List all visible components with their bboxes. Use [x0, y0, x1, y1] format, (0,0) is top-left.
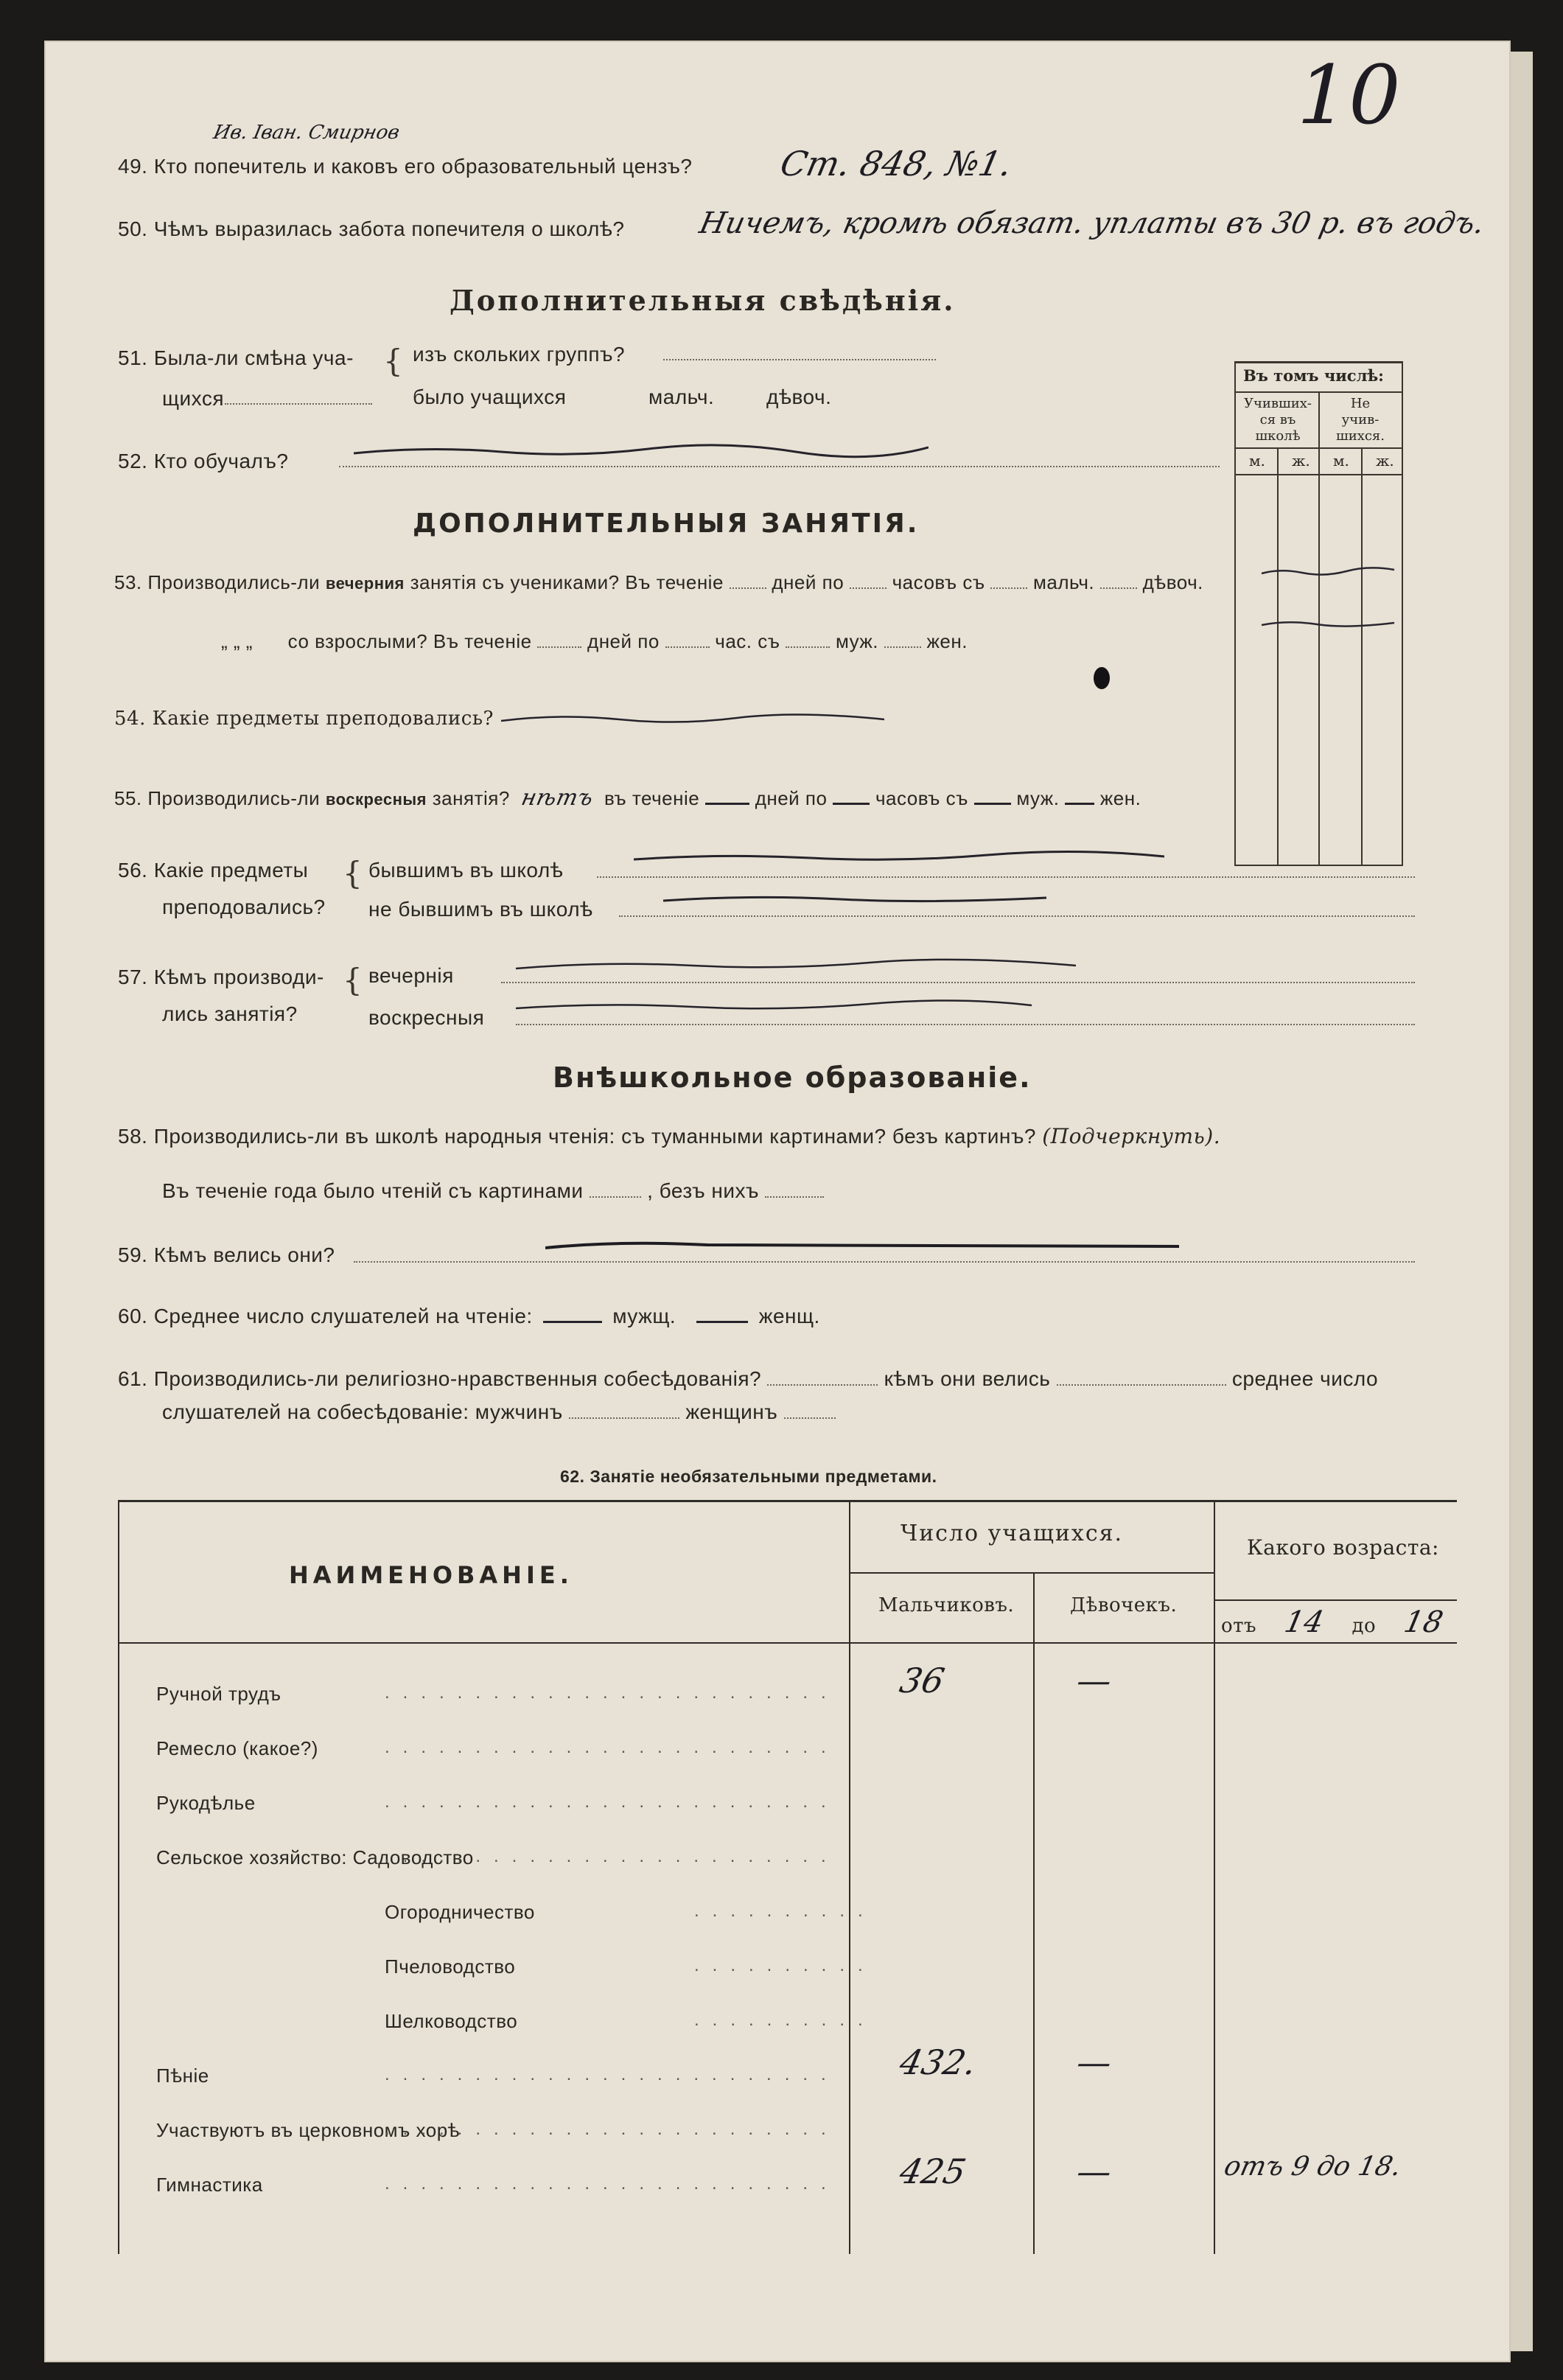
q53-dots-7	[786, 630, 830, 648]
q56-strokes	[634, 848, 1164, 921]
q62-row-leader: ..........	[694, 1955, 876, 1975]
side-table-strokes	[1258, 562, 1398, 636]
q55-dash-2	[833, 794, 870, 805]
q55-rest2: въ теченіе	[604, 787, 700, 809]
q51-label-2: щихся	[162, 387, 225, 410]
q50-label: 50. Чѣмъ выразилась забота попечителя о школѣ?	[118, 217, 625, 240]
q53-line2-hour: час. съ	[715, 630, 780, 652]
side-table-v-1	[1277, 447, 1279, 865]
q62-row-girls: —	[1073, 2152, 1116, 2191]
q62-row-leader: .........................	[385, 2065, 839, 2084]
q53-line2-days: дней по	[587, 630, 660, 652]
side-table-f1: ж.	[1292, 452, 1310, 470]
q60-men: мужщ.	[612, 1305, 676, 1327]
q62-row-name: Пѣніе	[156, 2065, 209, 2087]
q51-dots-1	[225, 387, 372, 405]
q60-women: женщ.	[758, 1305, 820, 1327]
q62-v-1	[849, 1502, 850, 2254]
q62-v-2	[1033, 1572, 1035, 2254]
q62-row-leader: ..........	[694, 1901, 876, 1921]
q52-stroke	[354, 439, 929, 461]
q62-row-name: Участвуютъ въ церковномъ хорѣ	[156, 2119, 461, 2141]
q62-row-name: Пчеловодство	[385, 1955, 516, 1978]
q58-line2	[162, 1179, 824, 1203]
section-extracurricular: Внѣшкольное образованіе.	[553, 1061, 1032, 1094]
q56-label-2: преподовались?	[162, 896, 326, 918]
q62-row-name: Огородничество	[385, 1901, 535, 1923]
q61-end: среднее число	[1231, 1367, 1379, 1390]
q62-row-name: Гимнастика	[156, 2174, 263, 2196]
q62-age-from: 14	[1281, 1605, 1327, 1639]
q51-sub1: изъ скольких группъ?	[413, 343, 626, 366]
q61-line2-label: слушателей на собесѣдованіе: мужчинъ	[162, 1400, 563, 1423]
q62-h-1	[849, 1572, 1214, 1574]
q55-rest: занятія?	[432, 787, 510, 809]
q51-bracket: {	[383, 343, 403, 379]
q62-col-boys: Мальчиковъ.	[878, 1594, 1015, 1616]
q62-col-age: Какого возраста:	[1247, 1535, 1439, 1560]
q53-boys: мальч.	[1033, 571, 1095, 593]
q62-row-age: отъ 9 до 18.	[1221, 2152, 1405, 2182]
q62-row-boys: 36	[896, 1661, 948, 1700]
document-page	[44, 41, 1511, 2362]
q62-row-leader: .........................	[385, 1683, 839, 1703]
q57-strokes	[516, 951, 1076, 1025]
q53-dots-3	[990, 571, 1027, 589]
q55-dash-3	[974, 794, 1011, 805]
q55-bold: воскресныя	[325, 790, 427, 809]
q54-label: 54. Какіе предметы преподовались?	[114, 708, 494, 730]
q53-line2	[221, 630, 968, 653]
q51-girls: дѣвоч.	[766, 385, 832, 408]
q62-row-name: Рукодѣлье	[156, 1792, 256, 1814]
q61-line2	[162, 1400, 836, 1424]
q62-row-boys: 425	[896, 2152, 970, 2191]
q53-rest: занятія съ учениками? Въ теченіе	[410, 571, 724, 593]
q57-label-2: лись занятія?	[162, 1002, 298, 1025]
q61-mid: кѣмъ они велись	[884, 1367, 1051, 1390]
q53-dots-8	[884, 630, 921, 648]
q59-label: 59. Кѣмъ велись они?	[118, 1243, 335, 1266]
q58-dots-1	[590, 1180, 641, 1198]
q62-row-leader: .........................	[385, 1737, 839, 1757]
q56-bracket: {	[343, 855, 363, 891]
q55-men: муж.	[1016, 787, 1060, 809]
side-table-col1: Учивших- ся въ школѣ	[1243, 396, 1312, 444]
q62-row-boys: 432.	[896, 2042, 981, 2082]
q61-label: 61. Производились-ли религіозно-нравственныя собесѣдованія?	[118, 1367, 762, 1390]
q55-dash-1	[705, 794, 749, 805]
q62-h-2	[1214, 1599, 1457, 1601]
q56-label-1: 56. Какіе предметы	[118, 859, 309, 882]
q62-row-leader: ..........	[694, 2010, 876, 2030]
q57-label-1: 57. Кѣмъ производи-	[118, 966, 324, 988]
q62-col-girls: Дѣвочекъ.	[1070, 1594, 1178, 1616]
q60-dash-2	[696, 1311, 748, 1323]
side-table-f2: ж.	[1376, 452, 1394, 470]
q61-line2b: женщинъ	[685, 1400, 778, 1423]
q62-col-students: Число учащихся.	[901, 1521, 1124, 1546]
q55-dash-4	[1065, 794, 1094, 805]
q62-table	[118, 1500, 1457, 2254]
q54-stroke	[501, 708, 884, 730]
ink-blot	[1094, 667, 1110, 689]
q51-boys: мальч.	[648, 385, 715, 408]
side-table-header: Въ томъ числѣ:	[1243, 366, 1384, 385]
q58-line2-label: Въ теченіе года было чтеній съ картинами	[162, 1179, 584, 1202]
q53-hours: часовъ съ	[892, 571, 985, 593]
q61-dots-2	[1057, 1368, 1226, 1386]
q55-hours: часовъ съ	[875, 787, 968, 809]
q62-age-to: 18	[1401, 1605, 1447, 1639]
section-additional-lessons: ДОПОЛНИТЕЛЬНЫЯ ЗАНЯТІЯ.	[413, 509, 920, 539]
q60-label: 60. Среднее число слушателей на чтеніе:	[118, 1305, 533, 1327]
q58-note: (Подчеркнуть).	[1042, 1124, 1221, 1148]
q62-row-leader: .........................	[385, 1846, 839, 1866]
q53-dots-5	[537, 630, 581, 648]
q58-line1	[118, 1124, 1220, 1148]
q55-hand: нѣтъ	[518, 785, 595, 811]
q49-hand-above: Ив. Іван. Смирнов	[211, 122, 402, 144]
section-additional-info: Дополнительныя свѣдѣнія.	[450, 284, 956, 317]
q56-sub1: бывшимъ въ школѣ	[368, 859, 564, 882]
q60-line	[118, 1305, 820, 1328]
q58-line2b: , безъ нихъ	[647, 1179, 759, 1202]
q62-row-name: Сельское хозяйство: Садоводство	[156, 1846, 474, 1868]
q51-label-1: 51. Была-ли смѣна уча-	[118, 346, 354, 369]
q61-dots-1	[767, 1368, 878, 1386]
q61-line1	[118, 1367, 1378, 1391]
q53-dots-2	[850, 571, 887, 589]
side-table	[1234, 361, 1403, 866]
side-table-col2: Не учив- шихся.	[1335, 396, 1385, 444]
q56-sub2: не бывшимъ въ школѣ	[368, 898, 593, 921]
q62-row-girls: —	[1073, 1661, 1116, 1700]
q59-stroke	[545, 1235, 1179, 1257]
q53-days: дней по	[772, 571, 845, 593]
q62-row-girls: —	[1073, 2042, 1116, 2082]
q51-sub2: было учащихся	[413, 385, 567, 408]
q49-answer: Ст. 848, №1.	[777, 144, 1016, 184]
q61-dots-4	[784, 1401, 836, 1419]
q57-bracket: {	[343, 962, 363, 998]
q62-age-row	[1221, 1605, 1447, 1639]
q62-row-leader: .........................	[385, 2174, 839, 2194]
q62-row-name: Ремесло (какое?)	[156, 1737, 318, 1759]
q58-label: 58. Производились-ли въ школѣ народныя чтенія: съ туманными картинами? безъ картинъ?	[118, 1125, 1036, 1148]
q55-women: жен.	[1099, 787, 1141, 809]
q57-sub2: воскресныя	[368, 1006, 485, 1029]
side-table-m2: м.	[1333, 452, 1349, 470]
q55-line	[114, 785, 1141, 811]
q62-v-3	[1214, 1502, 1215, 2254]
side-table-m1: м.	[1249, 452, 1265, 470]
q55-label: 55. Производились-ли	[114, 787, 321, 809]
q62-age-to-label: до	[1352, 1615, 1377, 1637]
q57-sub1: вечернія	[368, 964, 454, 987]
q62-row-leader: .........................	[385, 2119, 839, 2139]
q62-col-name: НАИМЕНОВАНІЕ.	[289, 1561, 573, 1589]
q52-label: 52. Кто обучалъ?	[118, 450, 289, 472]
q53-label: 53. Производились-ли	[114, 571, 321, 593]
q53-women: жен.	[926, 630, 968, 652]
q53-quotes: „ „ „	[221, 630, 253, 652]
q55-days: дней по	[755, 787, 828, 809]
q53-line1	[114, 571, 1203, 594]
q53-bold: вечерния	[325, 574, 405, 593]
side-table-v-3	[1361, 447, 1363, 865]
q62-row-name: Шелководство	[385, 2010, 518, 2032]
q53-girls: дѣвоч.	[1142, 571, 1203, 593]
q53-line2-rest: со взрослыми? Въ теченіе	[287, 630, 532, 652]
q61-dots-3	[569, 1401, 679, 1419]
q51-dots-2	[663, 343, 936, 360]
q62-h-3	[119, 1642, 1457, 1644]
q60-dash-1	[543, 1311, 602, 1323]
q50-answer: Ничемъ, кромѣ обязат. уплаты въ 30 р. въ годъ.	[696, 206, 1488, 240]
q53-dots-4	[1100, 571, 1137, 589]
q62-row-name: Ручной трудъ	[156, 1683, 282, 1705]
q53-dots-6	[665, 630, 710, 648]
q53-men: муж.	[835, 630, 879, 652]
page-number: 10	[1287, 48, 1410, 142]
q53-dots-1	[730, 571, 766, 589]
q49-label: 49. Кто попечитель и каковъ его образовательный цензъ?	[118, 155, 693, 178]
q62-row-leader: .........................	[385, 1792, 839, 1812]
q62-age-from-label: отъ	[1221, 1615, 1257, 1637]
q58-dots-2	[765, 1180, 824, 1198]
q62-title: 62. Занятіе необязательными предметами.	[560, 1467, 937, 1486]
